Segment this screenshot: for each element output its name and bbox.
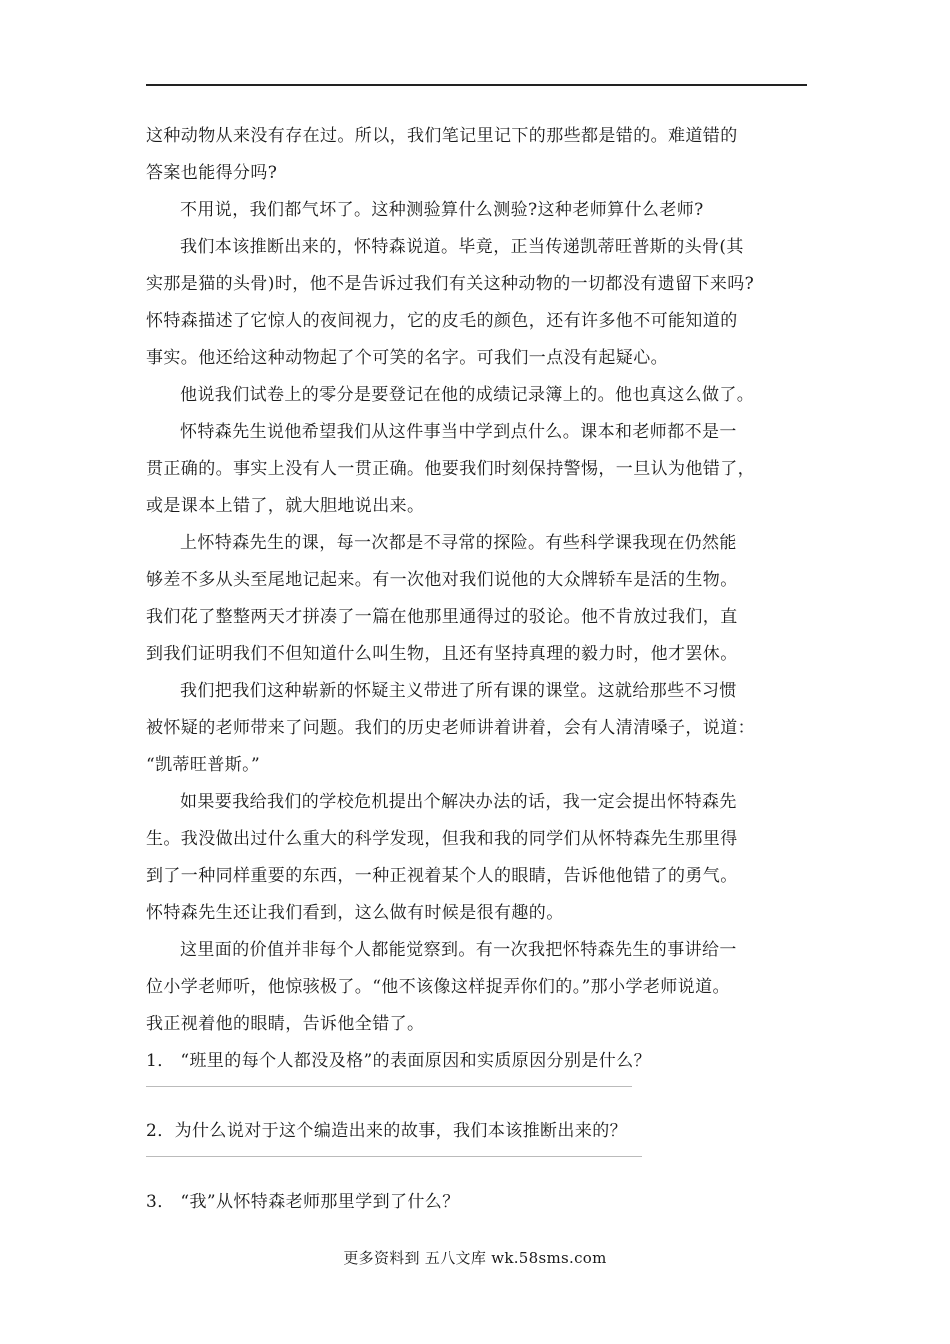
passage-line: 答案也能得分吗?	[146, 163, 278, 183]
passage-line: 上怀特森先生的课，每一次都是不寻常的探险。有些科学课我现在仍然能	[180, 533, 737, 553]
footer-source: 更多资料到 五八文库 wk.58sms.com	[343, 1249, 607, 1267]
passage-line: 怀特森描述了它惊人的夜间视力，它的皮毛的颜色，还有许多他不可能知道的	[146, 311, 738, 331]
question-3: 3． “我”从怀特森老师那里学到了什么？	[146, 1192, 460, 1212]
passage-line: 到了一种同样重要的东西，一种正视着某个人的眼睛，告诉他他错了的勇气。	[146, 866, 738, 886]
passage-line: 实那是猫的头骨)时，他不是告诉过我们有关这种动物的一切都没有遗留下来吗?	[146, 274, 755, 294]
passage-line: 他说我们试卷上的零分是要登记在他的成绩记录簿上的。他也真这么做了。	[180, 385, 755, 405]
passage-line: 位小学老师听，他惊骇极了。“他不该像这样捉弄你们的。”那小学老师说道。	[146, 977, 730, 997]
passage-line: 我们花了整整两天才拼凑了一篇在他那里通得过的驳论。他不肯放过我们，直	[146, 607, 738, 627]
passage-line: 或是课本上错了，就大胆地说出来。	[146, 496, 425, 516]
answer-line-2[interactable]	[146, 1156, 642, 1157]
passage-line: 我们把我们这种崭新的怀疑主义带进了所有课的课堂。这就给那些不习惯	[180, 681, 737, 701]
question-1: 1． “班里的每个人都没及格”的表面原因和实质原因分别是什么？	[146, 1051, 652, 1071]
passage-line: 如果要我给我们的学校危机提出个解决办法的话，我一定会提出怀特森先	[180, 792, 737, 812]
passage-line: 事实。他还给这种动物起了个可笑的名字。可我们一点没有起疑心。	[146, 348, 668, 368]
passage-line: 这种动物从来没有存在过。所以，我们笔记里记下的那些都是错的。难道错的	[146, 126, 738, 146]
passage-line: 到我们证明我们不但知道什么叫生物，且还有坚持真理的毅力时，他才罢休。	[146, 644, 738, 664]
passage-line: 怀特森先生说他希望我们从这件事当中学到点什么。课本和老师都不是一	[180, 422, 737, 442]
passage-line: 被怀疑的老师带来了问题。我们的历史老师讲着讲着，会有人清清嗓子，说道：	[146, 718, 755, 738]
passage-line: 生。我没做出过什么重大的科学发现，但我和我的同学们从怀特森先生那里得	[146, 829, 738, 849]
passage-line: 我正视着他的眼睛，告诉他全错了。	[146, 1014, 425, 1034]
passage-line: 我们本该推断出来的，怀特森说道。毕竟，正当传递凯蒂旺普斯的头骨(其	[180, 237, 744, 257]
passage-line: 贯正确的。事实上没有人一贯正确。他要我们时刻保持警惕，一旦认为他错了，	[146, 459, 755, 479]
passage-line: 怀特森先生还让我们看到，这么做有时候是很有趣的。	[146, 903, 564, 923]
passage-line: 够差不多从头至尾地记起来。有一次他对我们说他的大众牌轿车是活的生物。	[146, 570, 738, 590]
passage-line: 不用说，我们都气坏了。这种测验算什么测验?这种老师算什么老师?	[180, 200, 704, 220]
header-rule	[146, 84, 807, 86]
passage-line: 这里面的价值并非每个人都能觉察到。有一次我把怀特森先生的事讲给一	[180, 940, 737, 960]
question-2: 2．为什么说对于这个编造出来的故事，我们本该推断出来的？	[146, 1121, 628, 1141]
passage-line: “凯蒂旺普斯。”	[146, 755, 261, 775]
answer-line-1[interactable]	[146, 1086, 632, 1087]
